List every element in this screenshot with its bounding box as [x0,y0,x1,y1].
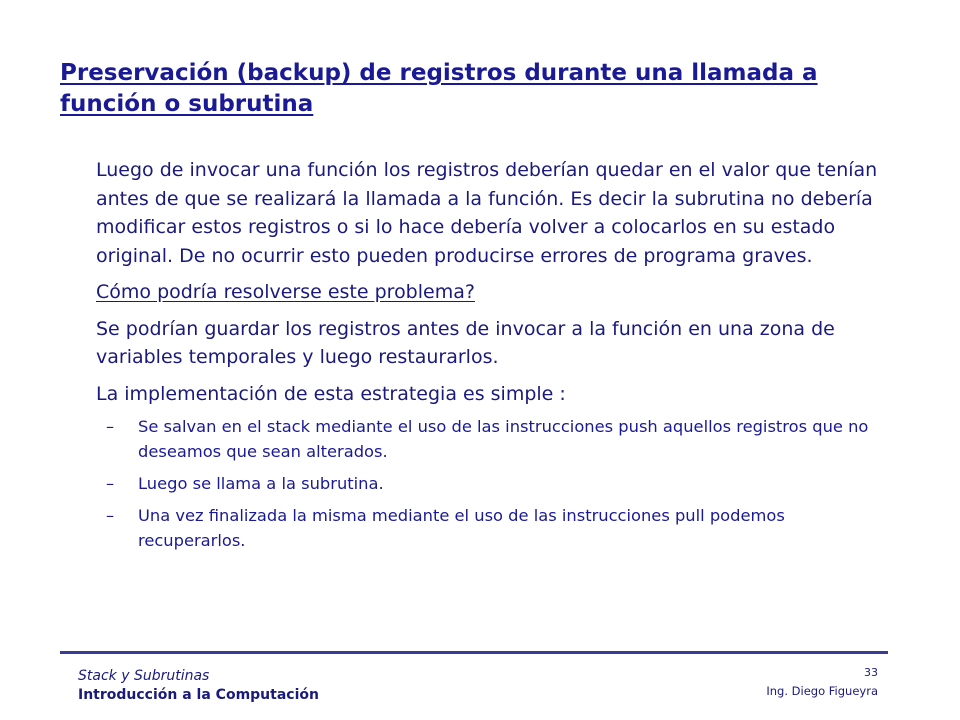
footer-topic: Stack y Subrutinas [78,668,210,684]
list-item-text: Una vez finalizada la misma mediante el uso de las instrucciones pull podemos recuperarlos. [138,506,785,550]
paragraph-answer: Se podrían guardar los registros antes de invocar a la función en una zona de variables temporales y luego restaurarlos. [96,317,835,368]
dash-bullet: – [106,417,115,436]
strategy-steps-list [96,414,896,553]
list-item [96,414,896,464]
slide-body [96,156,896,560]
slide-title: Preservación (backup) de registros durante una llamada a función o subrutina [60,60,818,117]
paragraph-strategy: La implementación de esta estrategia es simple : [96,382,566,405]
dash-bullet: – [106,474,115,493]
page-number: 33 [864,666,878,679]
list-item [96,503,896,553]
paragraph-intro: Luego de invocar una función los registros deberían quedar en el valor que tenían antes de que se realizará la llamada a la función. Es decir la subrutina no debería modificar estos registros o si lo hace debería volver a colocarlos en su estado original. De no ocurrir esto pueden producirse errores de programa graves. [96,159,878,267]
footer-divider [60,651,888,654]
footer-info [78,668,319,705]
list-item-text: Luego se llama a la subrutina. [138,474,384,493]
list-item [96,471,896,496]
footer-course: Introducción a la Computación [78,687,319,703]
footer-author: Ing. Diego Figueyra [766,684,878,698]
paragraph-question: Cómo podría resolverse este problema? [96,281,475,303]
dash-bullet: – [106,506,115,525]
list-item-text: Se salvan en el stack mediante el uso de las instrucciones push aquellos registros que no deseamos que sean alterados. [138,417,869,461]
